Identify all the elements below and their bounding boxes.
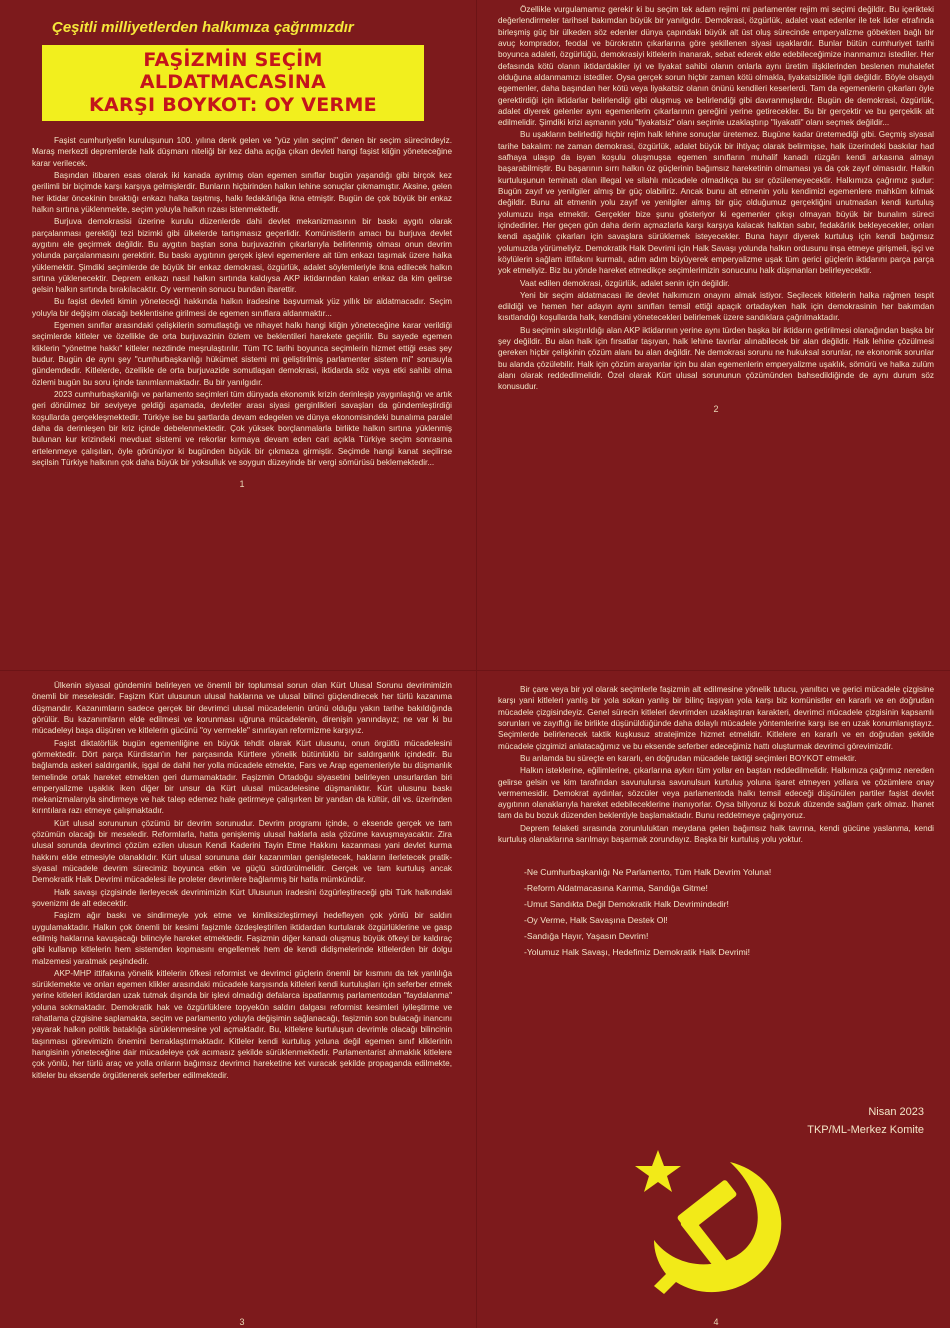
paragraph: AKP-MHP ittifakına yönelik kitlelerin öfkesi reformist ve devrimci güçlerin önemli bir kısmını da tek yanlılığa sürüklemekte ve onları egemen klikler arasındaki mücadele karşısında kitleleri kendi kurtuluşları için seferber etmek yerine kitleleri iktidardan uzak tutmak dışında bir işlevi olmadığı defalarca ispatlanmış parlamentodan "faydalanma" yoluna sokmaktadır. Demokratik hak ve özgürlüklere topyekûn saldırı dalgası reformist kesimleri iyileştirme ve rahatlama çizgisine saplamakta, seçim ve parlamento yoluyla değişimin sağlanacağı, faşizmin son bulacağı inancını yayarak halkın politik bataklığa sürüklenmesine yol açmaktadır. Bu, kitlelere kurtuluşun devrimle olacağı bilincinin taşınması görevimizin önemini berraklaştırmaktadır. Kitleler kendi kurtuluş yoluna değil egemen sınıf kliklerinin hangisinin yöneteceğine dair mücadeleye çok acımasız şekilde sürüklenmektedir. Parlamentarist ahmaklık kitlelere çok yönlü, her türlü araç ve yolla onların bağımsız devrimci hareketine ket vuracak şekilde propaganda edilmekte, kitleler bu eksende örgütlenerek seferber edilmektedir. bbox=[32, 968, 452, 1080]
paragraph: Vaat edilen demokrasi, özgürlük, adalet senin için değildir. bbox=[520, 278, 730, 288]
paragraph: Halk savaşı çizgisinde ilerleyecek devrimimizin Kürt Ulusunun iradesini özgürleştireceği gibi Türk halkındaki şovenizmi de alt edecektir. bbox=[32, 887, 452, 908]
hammer-sickle-star-icon bbox=[618, 1144, 818, 1314]
paragraph: Burjuva demokrasisi üzerine kurulu düzenlerde dahi devlet mekanizmasının bir baskı aygıtı olarak parçalanması gerektiği tezi bizimki gibi ülkelerde tartışmasız geçerlidir. Komünistlerin amacı bu burjuva devlet aygıtını ele geçirmek değildir. Bu aygıtın baştan sona burjuvazinin çıkarlarıyla belirlenmiş olması onun devrim yolunda parçalanmasını gerektirir. Bu baskı aygıtının gerçek işlevi egemenlere ait tüm enkazı taşımak üzere halka yüklemektir. Şimdiki seçimlerde de büyük bir enkaz demokrasi, özgürlük, adalet söylemleriyle ikna edilecek halkın sırtına yüklenecektir. Deprem enkazı nasıl halkın sırtında kaldıysa AKP iktidarından kalan enkaz da kim gelirse gelsin halkın sırtında bırakılacaktır. Oy vermenin sonucu bundan ibarettir. bbox=[32, 217, 452, 295]
slogan-list bbox=[524, 867, 934, 958]
kicker: Çeşitli milliyetlerden halkımıza çağrımızdır bbox=[52, 19, 354, 36]
paragraph: 2023 cumhurbaşkanlığı ve parlamento seçimleri tüm dünyada ekonomik krizin derinleşip yaygınlaştığı ve artık geri dönülmez bir seviyeye geldiği aşamada, devletler arası siyasi gerginlikleri savaşları da gündemleştirdiği koşullarda gerçekleşmektedir. Türkiye ise bu şartlarda devam edegelen ve dünya ekonomisindeki bunalıma paralel daha da derinleşen bir kriz içinde debelenmektedir. Çok yüksek borçlanmalarla birlikte halkın sırtına yüklenmiş bulunan kur krizindeki mevduat sistemi ve rekorlar kırmaya devam eden cari açıkla Türkiye seçim sonrasına ertelenmeye çalışılan, öyle görünüyor ki bugünden büyük bir çıkmaza girmiştir. Seçimde hangi kanat seçilirse seçilsin Türkiye halkının çok daha büyük bir yoksulluk ve soygun düzeyinde bir vergi sömürüsü beklemektedir... bbox=[32, 389, 452, 467]
date: Nisan 2023 bbox=[868, 1106, 924, 1118]
paragraph: Faşist diktatörlük bugün egemenliğine en büyük tehdit olarak Kürt ulusunu, onun örgütlü mücadelesini görmektedir. Dört parça Kürdistan'ın her parçasında Kürtlere yönelik bütünlüklü bir saldırganlık içindedir. Bu bağlamda askeri saldırganlık, işgal de dahil her yolla mücadele etmekte, Fars ve Arap egemenleriyle bu düşmanlık temelinde ortak hareket etmekten geri durmamaktadır. Faşizmin Ortadoğu siyasetini belirleyen unsurlardan biri emperyalizme uşaklık iken diğer bir unsur da Kürt ulusal mücadelesine düşmanlıktır. Kürt ulusunu baskı mekanizmalarıyla sindirmeye ve hak talep edemez hale getirmeye çalışırken bir yandan da kültür, dil vs. üzerinden kırıntılara razı etmeye çalışmaktadır. bbox=[32, 738, 452, 816]
signature-block bbox=[807, 1104, 924, 1139]
paragraph: Başından itibaren esas olarak iki kanada ayrılmış olan egemen sınıflar bugün yaşandığı gibi birçok kez gerilimli bir biçimde karşı karşıya gelmişlerdir. Bunların hiçbirinden halkın lehine sonuçlar çıkmamıştır. Aksine, gelen her iktidar öncekinin bıraktığı enkazı halka taşıtmış, halkı fedakârlığa ikna etmiştir. Bugün de çok büyük bir enkaz halkın sırtına yüklenmekte, seçim yoluyla halkın rızası istenmektedir. bbox=[32, 171, 452, 214]
slogan: -Ne Cumhurbaşkanlığı Ne Parlamento, Tüm Halk Devrim Yoluna! bbox=[524, 867, 772, 878]
paragraph: Faşizm ağır baskı ve sindirmeyle yok etme ve kimliksizleştirmeyi hedefleyen çok yönlü bir saldırı uygulamaktadır. Halkın çok önemli bir kesimi faşizmle özdeşleştirilen iktidardan kurtularak özgürlüklerine ve gasp edilmiş haklarına kavuşacağı bilinciyle hareket etmektedir. Faşizmin diğer kanadı oluşmuş büyük öfkeyi bir kaldıraç gibi kullanıp kitlelerin hem sistemden kopmasını engellemek hem de kendi didişmelerinde kitlelerden bir dolgu malzemesi yaratmak peşindedir. bbox=[32, 911, 452, 966]
star-icon bbox=[635, 1150, 681, 1192]
paragraph: Egemen sınıflar arasındaki çelişkilerin somutlaştığı ve nihayet halkı hangi kliğin yöneteceğine karar verildiği seçimlerde kitleler ve özellikle de orta burjuvazinin özlem ve beklentileri harekete geçirilir. Bu sayede egemen kliklerin "yönetme hakkı" kitleler nezdinde meşrulaştırılır. Tüm TC tarihi boyunca seçimlerin hizmet ettiği esas şey budur. Bugün de aynı şey "cumhurbaşkanlığı hükümet sistemi mi geliştirilmiş parlamenter sistem mi" sorusuyla gündemdedir. Kitlelerde, özellikle de orta burjuvazide somutlaşan demokrasi, iktidarda söz veya etki sahibi olma özlemi bugün bu soru içinde tanımlanmaktadır. Bu bir yanılgıdır. bbox=[32, 321, 452, 387]
paragraph: Yeni bir seçim aldatmacası ile devlet halkımızın onayını almak istiyor. Seçilecek kitlelerin halka rağmen tespit edildiği ve hemen her adayın aynı sınıfları temsil ettiği apaçık ortadayken halk için demokrasinin her bakımdan kısıtlandığı koşullarda halk, kendisini yönetecekleri belirlemek üzere sandıklara çağrılmaktadır. bbox=[498, 290, 934, 323]
paragraph: Bir çare veya bir yol olarak seçimlerle faşizmin alt edilmesine yönelik tutucu, yanıltıcı ve gerici mücadele çizgisine karşı yani kitleleri yanlış bir yola sokan yanlış bir bilinç taşıyan yola karşı biz komünistler en kararlı ve en doğrudan mücadele çizgisindeyiz. Genel sürecin kitleleri devrimden uzaklaştıran karakteri, devrimci mücadele çizgisinin kapsamlı sorunları ve zayıflığı ile birlikte düşünüldüğünde daha dolaylı mücadele yöntemlerine karşı ise en uzak konumlanıştayız. Seçimlerde belirlenecek taktik kuşkusuz stratejimize hizmet etmelidir. Kitlelere en kararlı ve en doğrudan şekilde mücadele çizgimizi anlatacağımız ve bu eksende seferber edeceğimiz hattı oluşturmak devrimci görevimizdir. bbox=[498, 685, 934, 751]
paragraph: Deprem felaketi sırasında zorunluluktan meydana gelen bağımsız halk tavrına, kendi gücüne yaslanma, kendi kurtuluş olanaklarına sarılmayı başarmak zorundayız. Başka bir kurtuluş yolu yoktur. bbox=[498, 823, 934, 845]
page-2 bbox=[492, 4, 940, 660]
signature: TKP/ML-Merkez Komite bbox=[807, 1123, 924, 1136]
slogan: -Sandığa Hayır, Yaşasın Devrim! bbox=[524, 930, 649, 941]
headline-line-1: FAŞİZMİN SEÇİM ALDATMACASINA bbox=[139, 48, 327, 94]
paragraph: Ülkenin siyasal gündemini belirleyen ve önemli bir toplumsal sorun olan Kürt Ulusal Sorunu devrimimizin önemli bir meselesidir. Faşizm Kürt ulusunun ulusal haklarına ve ulusal bilinci güçlendirecek her türlü kazanıma düşmandır. Kazanımların sadece gerçek bir devrimci ulusal mücadelenin ürünü olduğu yakın tarihe bakıldığında görülür. Bu kazanımların elde edilmesi ve korunması uğruna mücadelenin, direnişin yanındayız; ne var ki bu mücadeleyi başa düşüren ve kitlelerin gücünü "oy vermekle" sınırlayan reformizme karşıyız. bbox=[32, 681, 452, 736]
paragraph: Kürt ulusal sorununun çözümü bir devrim sorunudur. Devrim programı içinde, o eksende gerçek ve tam çözümün olacağı bir meseledir. Reformlarla, hatta genişlemiş ulusal haklarla asla çözüme kavuşmayacaktır. Zira ulusal sorunda devrimci çözüm ezilen ulusun Kendi Kaderini Tayin Etme Hakkını kazanması yani devlet kurma hakkını elde etmesiyle olanaklıdır. Kürt ulusal sorununa dair kazanımları genişletecek, hakların ilerletecek pratik-siyasal mücadele devrim sürecimiz boyunca etkin ve güçlü sürdürülmelidir. Gerçek ve tam kurtuluş ancak Demokratik Halk Devrimi mücadelesi ile proleter devrimlere bağlanmış bir hatla mümkündür. bbox=[32, 818, 452, 885]
paragraph: Bu anlamda bu süreçte en kararlı, en doğrudan mücadele taktiği seçimleri BOYKOT etmektir. bbox=[520, 753, 857, 763]
page-divider-horizontal bbox=[0, 670, 950, 671]
slogan: -Yolumuz Halk Savaşı, Hedefimiz Demokratik Halk Devrimi! bbox=[524, 946, 751, 957]
page-4 bbox=[492, 684, 940, 1327]
page-3 bbox=[22, 680, 462, 1327]
page-number: 3 bbox=[239, 1316, 245, 1327]
paragraph: Bu uşakların belirlediği hiçbir rejim halk lehine sonuçlar üretemez. Bugüne kadar üretemediği gibi. Geçmiş siyasal tarihe bakalım: ne zaman demokrasi, özgürlük, adalet büyük bir ihtiyaç olarak belirmişse, halk üzerindeki baskılar had safhaya ulaşıp da isyan koşulu oluşmuşsa egemen sınıfların muhalif kanadı rüzgârı kendi arkasına almayı başarabilmiştir. Bu başarının sırrı halkın öz güçlerinin bağımsız hareketinin olmaması ya da çok zayıf olmasıdır. Halkın kurtuluşunun teminatı olan illegal ve silahlı mücadele olmadıkça bu sır çözülemeyecektir. Halkımıza çağrımız şudur: Bugün zayıf ve yenilgiler almış bir güç olabiliriz. Ancak bunu alt etmenin yolu kendimizi egemenlere mahkûm kılmak değildir. Bunu alt etmenin yolu zayıf ve yenilgiler almış bir güç olduğumuz gerçekliğini unutmadan kendi kurtuluş yolumuzu inşa etmektir. Gerçekler bize şunu gösteriyor ki egemenler çıkışı olmayan büyük bir bunalım süreci içindedirler. Her geçen gün daha derin açmazlarla karşı karşıya kalacak halktan sabır, fedakârlık bekleyecekler, onları kendi aşağılık çıkarları için savaşlara sürüklemek isteyecekler. Buna hayır diyerek kurtuluş için kendi bağımsız yolumuzda yürümeliyiz. Demokratik Halk Devrimi için Halk Savaşı yolunda halkın ordusunu inşa etmeye girişmeli, işçi ve köylülerin sağlam ittifakını kurmalı, adım adım büyüyerek emperyalizme uşak tüm gerici güçlerin iktidarını parça parça yok etmeliyiz. Biz bu yönde hareket etmedikçe seçimlerimizin sonucunu halk düşmanları belirleyecektir. bbox=[498, 130, 934, 276]
page-number: 1 bbox=[239, 479, 245, 490]
headline bbox=[42, 45, 424, 121]
page-number: 2 bbox=[713, 403, 719, 414]
paragraph: Özellikle vurgulamamız gerekir ki bu seçim tek adam rejimi mi parlamenter rejim mi seçimi değildir. Bu içerikteki değerlendirmeler tarihsel bakımdan büyük bir yanılgıdır. Demokrasi, özgürlük, adalet vaat edenler ile tek lider etrafında birleşmiş güç bir ülkeden söz edenler dünya çapındaki büyük alt üst oluş sürecinde emperyalizme göbekten bağlı bir avuç komprador, feodal ve bürokratın çıkarlarına göre şekillenen siyasi uşaklardır. Bunlar bütün cumhuriyet tarihi boyunca adaleti, özgürlüğü, demokrasiyi kitlelerin inanarak, sebat ederek elde edebileceğimize inanmamızı istediler. Her defasında kötü olanın iktidardakiler iyi ve liyakat sahibi olanın onlarla aynı üretim ilişkilerinden beslenen muhalefet olduğuna aldanmamızı istediler. Oysa gerçek sorun hiçbir zaman kötü olmakla, liyakatsizlikle ilgili değildir. Böyle olsaydı egemenler, daha başından her kötü veya liyakatsiz olanın önünü kendileri keserlerdi. Tam da egemenlerin çıkarları öyle gerektirdiği için iktidarlar belirlendiği gibi oluşmuş ve belirlendiği gibi davranmışlardır. Bugün de demokrasi, özgürlük, adalet diyerek gelenler aynı egemenlerin çıkarlarının gereğini yerine getirecekler. Bu bir gerçektir ve bu gerçeklik alt edilmelidir. Şimdiki krizi aşmanın yolu "liyakatsiz" olanı seçimle uzaklaştırıp "liyakatli" olanı seçmek değildir... bbox=[498, 5, 934, 128]
paragraph: Halkın isteklerine, eğilimlerine, çıkarlarına aykırı tüm yollar en baştan reddedilmelidir. Halkımıza çağrımız nereden gelirse gelsin ve kim tarafından savunulursa savunulsun kurtuluş yoluna işaret etmeyen yollara ve çözümlere onay vermemesidir. Demokrat aydınlar, sözcüler veya parlamentoda halkı temsil edeceği düşünülen partiler faşist devlet aygıtının olanaklarıyla hareket edebileceklerine inanıyorlar. Oysa biliyoruz ki bozuk düzende sağlam çark olmaz. İhanet tam da bu bozuk düzenden beklentiyle başlamaktadır. Bunu reddetmeye çağırıyoruz. bbox=[498, 766, 934, 821]
page-divider-vertical bbox=[476, 0, 477, 1328]
headline-line-2: KARŞI BOYKOT: OY VERME bbox=[89, 94, 377, 117]
slogan: -Oy Verme, Halk Savaşına Destek Ol! bbox=[524, 914, 668, 925]
slogan: -Reform Aldatmacasına Kanma, Sandığa Gitme! bbox=[524, 883, 708, 894]
paragraph: Bu faşist devleti kimin yöneteceği hakkında halkın iradesine başvurmak yüz yıllık bir aldatmacadır. Seçim yoluyla bir değişim olacağı beklentisine girilmesi de egemen sınıflara aldanmaktır... bbox=[32, 297, 452, 318]
paragraph: Bu seçimin sıkıştırıldığı alan AKP iktidarının yerine aynı türden başka bir iktidarın getirilmesi olanağından başka bir şey değildir. Bu alan halk için fırsatlar taşıyan, halk lehine tavırlar alınabilecek bir alan değildir. Halk lehine çözülmesi gereken hiçbir çelişkinin çözüm alanı bu alan değildir. Ne demokrasi sorunu ne hukuksal sorunlar, ne ekonomik sorunlar bu alanda çözülebilir. Halk için çözüm arayanlar için bu alan egemenlerin emperyalizme uşaklık, sömürü ve halka zulüm alanı olarak reddedilmelidir. Özel olarak Kürt ulusal sorununun çözümünden bahsedildiğinde de aynı durum söz konusudur. bbox=[498, 325, 934, 392]
page-1 bbox=[22, 10, 462, 660]
page-number: 4 bbox=[713, 1316, 719, 1327]
slogan: -Umut Sandıkta Değil Demokratik Halk Devrimindedir! bbox=[524, 899, 729, 910]
sickle-icon bbox=[654, 1162, 781, 1294]
paragraph: Faşist cumhuriyetin kuruluşunun 100. yılına denk gelen ve "yüz yılın seçimi" denen bir seçim sürecindeyiz. Maraş merkezli depremlerde halk düşmanı niteliği bir kez daha açığa çıkan devleti hangi faşist kliğin yöneteceğine karar verilecek. bbox=[32, 136, 452, 168]
